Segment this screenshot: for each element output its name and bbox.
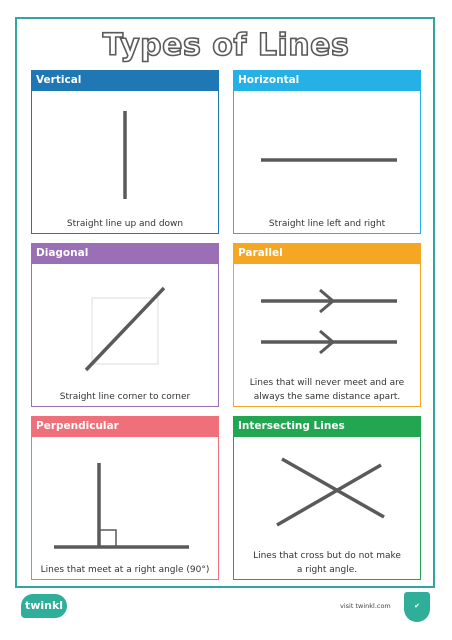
card-intersecting bbox=[233, 416, 421, 580]
horizontal-line-illustration bbox=[234, 91, 422, 234]
card-perpendicular-title: Perpendicular bbox=[31, 416, 219, 437]
card-parallel-body bbox=[233, 264, 421, 407]
card-intersecting-caption-1: Lines that cross but do not make bbox=[253, 551, 401, 561]
card-parallel bbox=[233, 243, 421, 407]
card-intersecting-caption-2: a right angle. bbox=[296, 565, 358, 575]
card-horizontal-title: Horizontal bbox=[233, 70, 421, 91]
card-horizontal-body bbox=[233, 91, 421, 234]
footer-link[interactable]: visit twinkl.com bbox=[340, 602, 391, 610]
diagonal-line-illustration bbox=[32, 264, 220, 407]
card-vertical-title: Vertical bbox=[31, 70, 219, 91]
card-vertical-body bbox=[31, 91, 219, 234]
card-perpendicular bbox=[31, 416, 219, 580]
card-diagonal-title: Diagonal bbox=[31, 243, 219, 264]
twinkl-logo[interactable]: twinkl bbox=[21, 594, 67, 618]
perpendicular-lines-illustration bbox=[32, 437, 220, 580]
card-parallel-caption-2: always the same distance apart. bbox=[253, 392, 401, 402]
card-horizontal-caption: Straight line left and right bbox=[268, 219, 386, 229]
card-parallel-title: Parallel bbox=[233, 243, 421, 264]
card-diagonal-caption: Straight line corner to corner bbox=[59, 392, 191, 402]
card-intersecting-body bbox=[233, 437, 421, 580]
card-perpendicular-caption: Lines that meet at a right angle (90°) bbox=[40, 565, 210, 575]
card-horizontal bbox=[233, 70, 421, 234]
card-parallel-caption-1: Lines that will never meet and are bbox=[249, 378, 405, 388]
card-intersecting-title: Intersecting Lines bbox=[233, 416, 421, 437]
vertical-line-illustration bbox=[32, 91, 220, 234]
card-diagonal bbox=[31, 243, 219, 407]
card-perpendicular-body bbox=[31, 437, 219, 580]
card-diagonal-body bbox=[31, 264, 219, 407]
page-title: Types of Lines bbox=[102, 28, 350, 63]
card-vertical bbox=[31, 70, 219, 234]
card-vertical-caption: Straight line up and down bbox=[66, 219, 184, 229]
checkmark-badge-icon: ✔ bbox=[404, 592, 430, 622]
